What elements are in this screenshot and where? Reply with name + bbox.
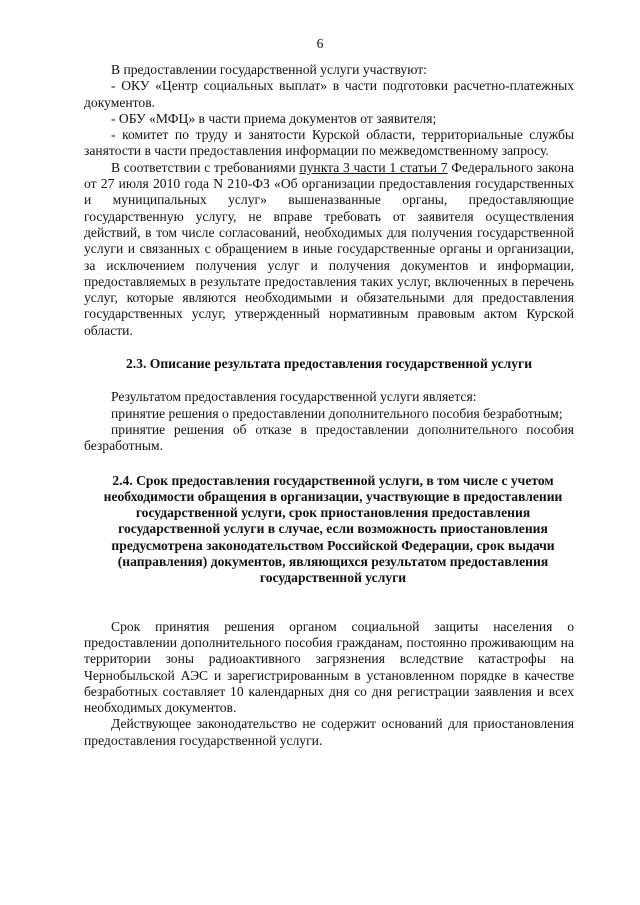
suspension-paragraph: Действующее законодательство не содержит оснований для приостановления предоставления государственной услуги. <box>84 716 574 748</box>
document-body <box>84 62 574 749</box>
participant-item-okus: - ОКУ «Центр социальных выплат» в части подготовки расчетно-платежных документов. <box>84 78 574 110</box>
result-item-grant: принятие решения о предоставлении дополнительного пособия безработным; <box>111 405 563 421</box>
requirements-text-rest: Федерального закона от 27 июля 2010 года N 210-ФЗ «Об организации предоставления государственных и муниципальных услуг» вышеназванные органы, предоставляющие государственную услугу, не вправе требовать от заявителя осуществления действий, в том числе согласований, необходимых для получения государственной услуги и связанных с обращением в иные государственные органы и организации, за исключением получения услуг и получения документов и информации, предоставляемых в результате предоставления таких услуг, включенных в перечень услуг, которые являются необходимыми и обязательными для предоставления государственных услуг, утвержденный нормативным правовым актом Курской области. <box>84 159 575 338</box>
section-2-4-heading: 2.4. Срок предоставления государственной услуги, в том числе с учетом необходимости обращения в организации, участвующие в предоставлении государственной услуги, срок приостановления предоставления государственной услуги в случае, если возможность приостановления предусмотрена законодательством Российской Федерации, срок выдачи (направления) документов, являющихся результатом предоставления государственной услуги <box>103 472 563 586</box>
result-lead: Результатом предоставления государственной услуги является: <box>111 389 477 405</box>
requirements-paragraph <box>84 160 574 339</box>
requirements-text-start: В соответствии с требованиями <box>111 159 300 175</box>
participant-item-committee: - комитет по труду и занятости Курской области, территориальные службы занятости в части предоставления информации по межведомственному запросу. <box>84 127 574 159</box>
section-2-3-heading: 2.3. Описание результата предоставления государственной услуги <box>125 356 533 372</box>
law-reference-link[interactable]: пункта 3 части 1 статьи 7 <box>299 159 448 175</box>
participant-item-mfc: - ОБУ «МФЦ» в части приема документов от заявителя; <box>111 110 437 126</box>
participants-intro: В предоставлении государственной услуги участвуют: <box>111 62 427 77</box>
page-number: 6 <box>316 36 324 51</box>
term-paragraph: Срок принятия решения органом социальной защиты населения о предоставлении дополнительного пособия гражданам, постоянно проживающим на территории зоны радиоактивного загрязнения вследствие катастрофы на Чернобыльской АЭС и зарегистрированным в установленном порядке в качестве безработных составляет 10 календарных дня со дня регистрации заявления и всех необходимых документов. <box>84 618 574 716</box>
result-item-refusal: принятие решения об отказе в предоставлении дополнительного пособия безработным. <box>84 421 574 454</box>
